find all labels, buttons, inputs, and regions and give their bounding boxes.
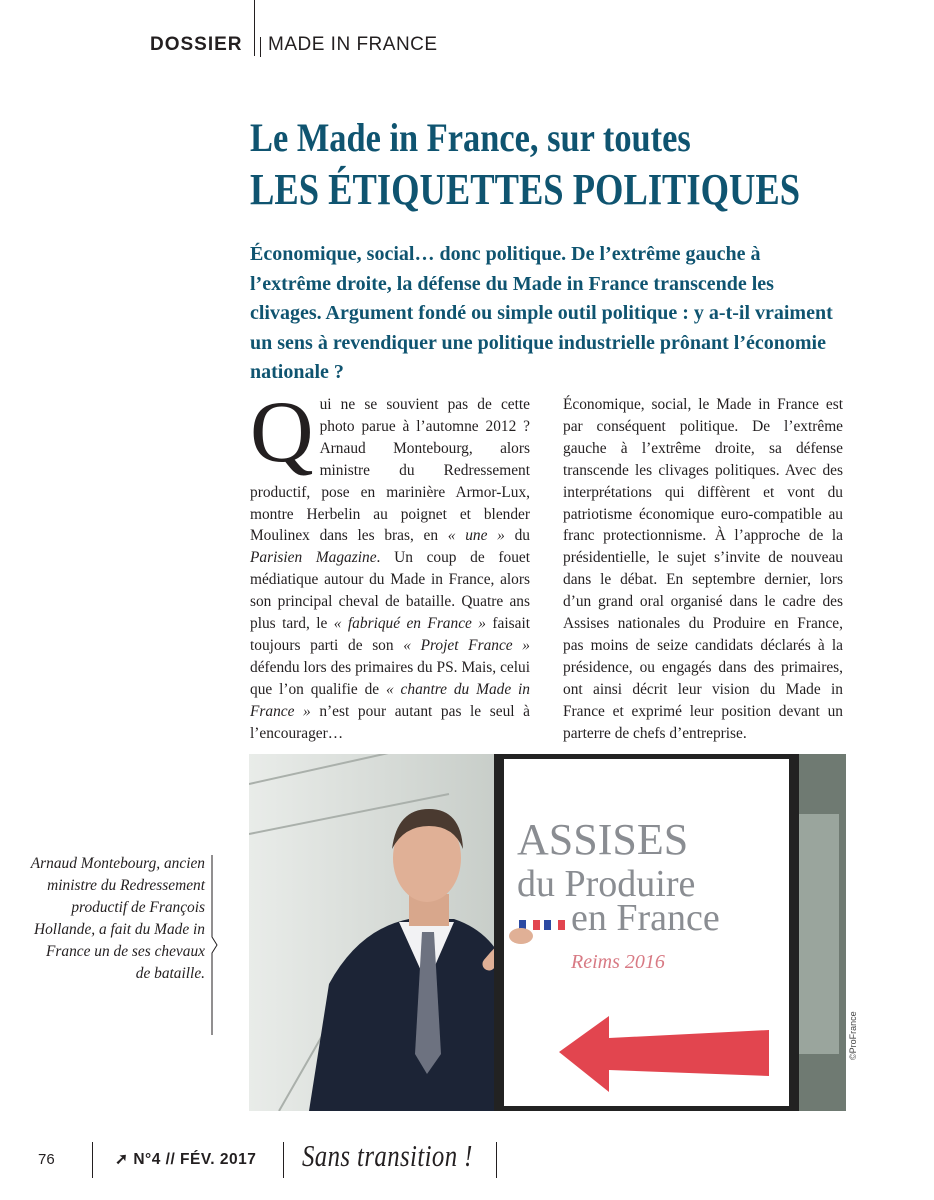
title-line-2: LES ÉTIQUETTES POLITIQUES [250, 165, 801, 214]
article-lead: Économique, social… donc politique. De l’extrême gauche à l’extrême droite, la défense du Made in France transcende les clivages. Argument fondé ou simple outil politique : y a-t-il vraiment un sens à revendiquer une politique industrielle prônant l’économie nationale ? [250, 243, 833, 383]
sign-line-3: en France [571, 897, 720, 939]
section-label: DOSSIER [150, 34, 243, 55]
body-text: du [504, 527, 530, 545]
title-line-1: Le Made in France, sur toutes [250, 115, 691, 160]
body-column-left [250, 384, 531, 745]
sign-line-4: Reims 2016 [571, 951, 665, 973]
body-text: faisait toujours parti de son [250, 615, 531, 654]
footer-rule [283, 1142, 284, 1178]
drop-cap: Q [250, 384, 314, 481]
caption-bracket [211, 855, 219, 1035]
magazine-brand: Sans transition ! [302, 1138, 473, 1173]
issue-info [115, 1150, 256, 1169]
photo-credit: ©ProFrance [848, 1011, 858, 1060]
header-separator [260, 37, 261, 57]
arrow-up-right-icon: ➚ [115, 1151, 129, 1168]
quote-fabrique: « fabriqué en France » [333, 615, 486, 633]
photo-caption: Arnaud Montebourg, ancien ministre du Redressement productif de François Hollande, a fait du Made in France un de ses chevaux de bataille. [30, 855, 205, 982]
quote-projet: « Projet France » [403, 636, 530, 654]
quote-chantre: « chantre du Made in France » [250, 680, 530, 720]
article-title [250, 112, 910, 216]
page-number: 76 [38, 1151, 55, 1168]
body-column-right: Économique, social, le Made in France est par conséquent politique. De l’extrême gauche à l’extrême droite, sa défense transcende les clivages politiques. Avec des interprétations qui diffèrent et vont du patriotisme économique euro-compatible au franc protectionnisme. À l’approche de la présidentielle, le sujet s’invite de nouveau dans le débat. En septembre dernier, lors d’un grand oral organisé dans le cadre des Assises nationales du Produire en France, pas moins de seize candidats déclarés à la présidence, ou engagés dans des primaires, ont ainsi décrit leur vision du Made in France et exprimé leur position devant un parterre de chefs d’entreprise. [563, 396, 843, 742]
publication-name: Parisien Magazine [250, 549, 377, 567]
topic-label: MADE IN FRANCE [268, 34, 438, 55]
body-text: défendu lors des primaires du PS. Mais, celui que l’on qualifie de [250, 658, 530, 698]
photo-illustration [249, 754, 846, 1111]
header-vertical-rule [254, 0, 255, 56]
footer-rule [496, 1142, 497, 1178]
article-photo [249, 754, 846, 1111]
sign-subtitle: du Produire [517, 863, 696, 905]
body-text: . Un coup de fouet médiatique autour du Made in France, alors son principal cheval de bataille. Quatre ans plus tard, le [250, 549, 530, 633]
sign-title: ASSISES [517, 815, 689, 864]
footer-rule [92, 1142, 93, 1178]
body-text: n’est pour autant pas le seul à l’encourager… [250, 702, 530, 742]
body-text: ui ne se souvient pas de cette photo parue à l’automne 2012 ? Arnaud Montebourg, alors ministre du Redressement productif, pose en marinière Armor-Lux, montre Herbelin au poignet et blender Moulinex dans les bras, en [250, 396, 530, 545]
quote-une: « une » [447, 527, 505, 545]
issue-label: N°4 // FÉV. 2017 [133, 1151, 257, 1168]
